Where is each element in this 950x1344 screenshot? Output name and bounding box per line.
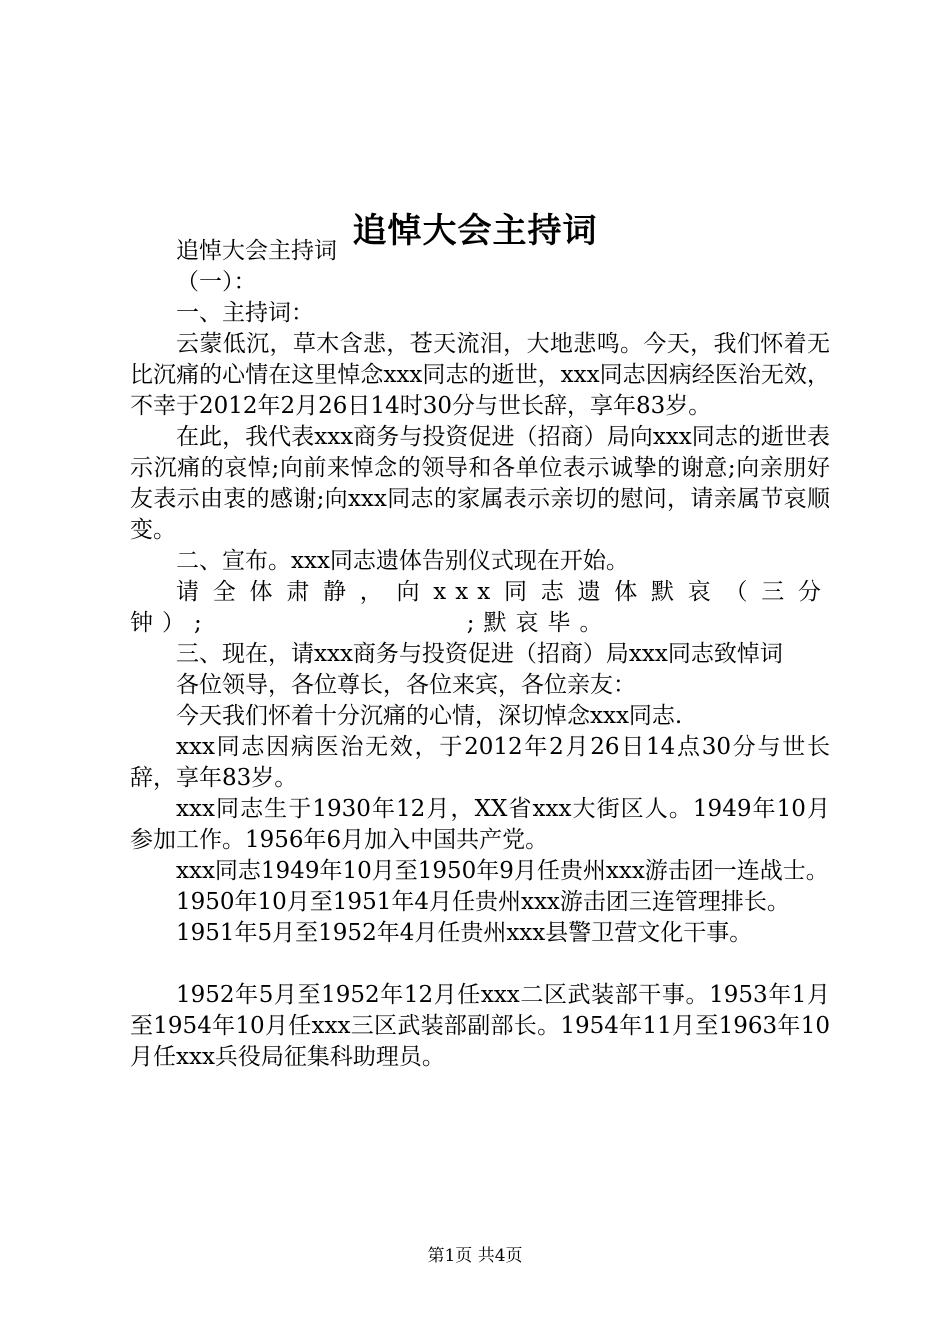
paragraph-announcement: 二、宣布。xxx同志遗体告别仪式现在开始。 <box>176 548 629 574</box>
paragraph-mourning: 今天我们怀着十分沉痛的心情，深切悼念xxx同志. <box>176 703 683 729</box>
paragraph-greeting: 各位领导，各位尊长，各位来宾，各位亲友： <box>176 672 636 698</box>
paragraph-eulogy-intro: 三、现在，请xxx商务与投资促进（招商）局xxx同志致悼词 <box>176 641 783 667</box>
page-footer: 第1页 共4页 <box>427 1246 523 1266</box>
paragraph-career-1: xxx同志1949年10月至1950年9月任贵州xxx游击团一连战士。 <box>176 858 829 884</box>
paragraph-opening: 云蒙低沉，草木含悲，苍天流泪，大地悲鸣。今天，我们怀着无比沉痛的心情在这里悼念xxx同志的逝世，xxx同志因病经医治无效，不幸于2012年2月26日14时30分与世长辞，享年83岁。 <box>130 331 830 419</box>
document-title: 追悼大会主持词 <box>352 210 598 251</box>
paragraph-career-2: 1950年10月至1951年4月任贵州xxx游击团三连管理排长。 <box>176 889 790 915</box>
paragraph-career-4: 1952年5月至1952年12月任xxx二区武装部干事。1953年1月至1954年10月任xxx三区武装部副部长。1954年11月至1963年10月任xxx兵役局征集科助理员。 <box>130 982 830 1070</box>
paragraph-heading: 追悼大会主持词 <box>176 238 337 264</box>
paragraph-biography: xxx同志生于1930年12月，XX省xxx大街区人。1949年10月参加工作。1956年6月加入中国共产党。 <box>130 796 830 853</box>
paragraph-passing: xxx同志因病医治无效，于2012年2月26日14点30分与世长辞，享年83岁。 <box>130 734 830 791</box>
paragraph-silence: 请全体肃静，向xxx同志遗体默哀（三分钟）; ;默哀毕。 <box>130 579 830 636</box>
document-body <box>130 236 830 1073</box>
paragraph-career-3: 1951年5月至1952年4月任贵州xxx县警卫营文化干事。 <box>176 920 753 946</box>
paragraph-condolences: 在此，我代表xxx商务与投资促进（招商）局向xxx同志的逝世表示沉痛的哀悼;向前来悼念的领导和各单位表示诚挚的谢意;向亲朋好友表示由衷的感谢;向xxx同志的家属表示亲切的慰问，请亲属节哀顺变。 <box>130 424 830 543</box>
paragraph-host-speech-heading: 一、主持词： <box>176 300 314 326</box>
paragraph-section-number: （一）： <box>176 269 257 295</box>
